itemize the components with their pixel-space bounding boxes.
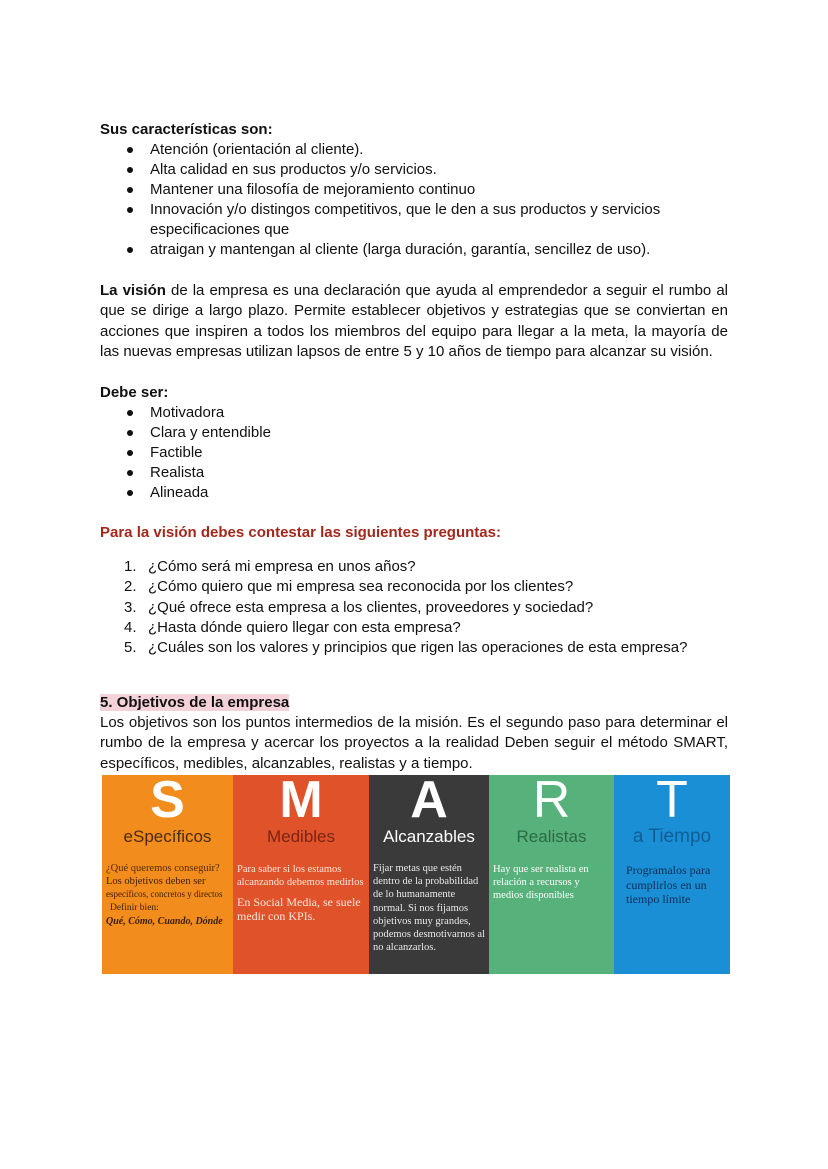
list-item: Atención (orientación al cliente).: [100, 140, 728, 160]
smart-desc-r: Hay que ser realista en relación a recursos y medios disponibles: [493, 864, 589, 902]
list-item: Motivadora: [100, 403, 728, 423]
list-item: Factible: [100, 443, 728, 463]
smart-s-line4: Definir bien:: [110, 902, 159, 913]
smart-column-t: [614, 775, 730, 974]
preguntas-list-wrap: [100, 557, 728, 658]
smart-letter-m: M: [279, 775, 323, 829]
item-number: 4.: [124, 618, 137, 636]
vision-text: de la empresa es una declaración que ayuda al emprendedor a seguir el rumbo al que se dirige a largo plazo. Permite establecer objetivos y estrategias que se conviertan en acciones que inspiren a todos los miembros del equipo para llegar a la meta, la mayoría de las nuevas empresas utilizan lapsos de entre 5 y 10 años de tiempo para alcanzar su visión.: [100, 282, 728, 360]
caracteristicas-list: [100, 140, 728, 260]
smart-column-a: [369, 775, 489, 974]
item-text: ¿Cuáles son los valores y principios que rigen las operaciones de esta empresa?: [148, 639, 688, 657]
smart-desc-m: [237, 863, 366, 923]
smart-column-m: [233, 775, 369, 974]
objetivos-section: [100, 693, 728, 774]
debe-ser-section: [100, 383, 728, 503]
list-item: Realista: [100, 463, 728, 483]
smart-desc-s: [106, 862, 230, 928]
item-number: 3.: [124, 598, 137, 616]
smart-s-line3: específicos, concretos y directos: [106, 889, 223, 900]
smart-letter-t: T: [656, 775, 688, 829]
smart-desc-a: Fijar metas que estén dentro de la probabilidad de lo humanamente normal. Si nos fijamos objetivos muy grandes, podemos desmotivarnos al no alcanzarlos.: [373, 863, 485, 954]
item-text: ¿Hasta dónde quiero llegar con esta empresa?: [148, 618, 461, 636]
vision-section: [100, 281, 728, 362]
smart-letter-s: S: [150, 775, 185, 829]
objetivos-heading: [100, 693, 728, 713]
item-text: ¿Qué ofrece esta empresa a los clientes, proveedores y sociedad?: [148, 598, 594, 616]
smart-m-desc2: En Social Media, se suele medir con KPIs.: [237, 895, 361, 924]
list-item: Alineada: [100, 483, 728, 503]
debe-ser-heading: Debe ser:: [100, 384, 169, 401]
smart-desc-t: Programalos para cumplirlos en un tiempo límite: [626, 863, 711, 906]
list-item: Mantener una filosofía de mejoramiento continuo: [100, 180, 728, 200]
item-number: 1.: [124, 558, 137, 575]
smart-letter-a: A: [410, 775, 448, 829]
smart-graphic: [102, 775, 730, 974]
list-item: [100, 557, 728, 577]
list-item: [100, 638, 728, 658]
list-item: Clara y entendible: [100, 423, 728, 443]
item-number: 5.: [124, 639, 137, 657]
vision-lead: La visión: [100, 282, 166, 299]
caracteristicas-section: [100, 120, 728, 260]
list-item: Innovación y/o distingos competitivos, que le den a sus productos y servicios especificaciones que: [100, 200, 728, 240]
preguntas-heading: Para la visión debes contestar las siguientes preguntas:: [100, 524, 501, 541]
item-number: 2.: [124, 578, 137, 596]
smart-letter-r: R: [532, 775, 571, 829]
smart-title-r: Realistas: [516, 827, 587, 846]
smart-title-s: eSpecíficos: [123, 827, 212, 846]
objetivos-paragraph: Los objetivos son los puntos intermedios de la misión. Es el segundo paso para determinar el rumbo de la empresa y acercar los proyectos a la realidad Deben seguir el método SMART, específicos, medibles, alcanzables, realistas y a tiempo.: [100, 714, 728, 772]
preguntas-section: [100, 523, 728, 543]
smart-title-a: Alcanzables: [383, 827, 475, 846]
smart-s-line1: ¿Qué queremos conseguir?: [106, 863, 220, 874]
smart-title-t: a Tiempo: [632, 826, 712, 847]
vision-paragraph: [100, 281, 728, 362]
smart-title-m: Medibles: [266, 827, 336, 846]
smart-m-desc: Para saber si los estamos alcanzando debemos medirlos: [237, 864, 364, 889]
list-item: [100, 598, 728, 618]
smart-column-s: [102, 775, 233, 974]
list-item: [100, 618, 728, 638]
smart-s-line2: Los objetivos deben ser: [106, 876, 206, 888]
smart-s-line5: Qué, Cómo, Cuando, Dónde: [106, 915, 223, 927]
list-item: atraigan y mantengan al cliente (larga duración, garantía, sencillez de uso).: [100, 240, 728, 260]
preguntas-list: [100, 557, 728, 658]
list-item: Alta calidad en sus productos y/o servicios.: [100, 160, 728, 180]
list-item: [100, 577, 728, 597]
debe-ser-list: [100, 403, 728, 503]
caracteristicas-heading: Sus características son:: [100, 121, 273, 138]
item-text: ¿Cómo será mi empresa en unos años?: [148, 558, 416, 575]
item-text: ¿Cómo quiero que mi empresa sea reconocida por los clientes?: [148, 578, 574, 596]
objetivos-heading-text: 5. Objetivos de la empresa: [100, 694, 290, 711]
smart-column-r: [489, 775, 614, 974]
